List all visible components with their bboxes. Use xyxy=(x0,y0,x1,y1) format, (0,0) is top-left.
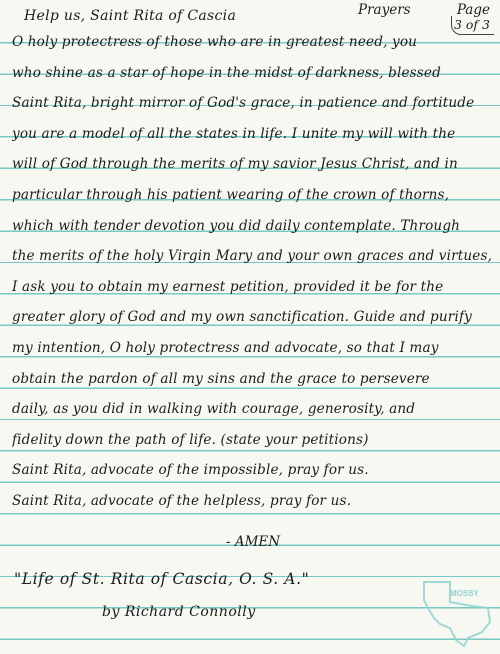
prayer-line: greater glory of God and my own sanctification. Guide and purify xyxy=(12,309,472,326)
prayer-line: fidelity down the path of life. (state your petitions) xyxy=(12,431,369,448)
prayer-line: Saint Rita, bright mirror of God's grace, in patience and fortitude xyxy=(12,95,475,112)
prayer-line: particular through his patient wearing of the crown of thorns, xyxy=(12,187,450,203)
source-title: "Life of St. Rita of Cascia, O. S. A." xyxy=(14,570,310,588)
prayer-line: the merits of the holy Virgin Mary and your own graces and virtues, xyxy=(12,248,492,265)
prayer-line: which with tender devotion you did daily contemplate. Through xyxy=(12,217,461,234)
page-label: Page xyxy=(456,2,490,18)
mossy-texas-watermark xyxy=(420,578,494,648)
prayer-line: my intention, O holy protectress and advocate, so that I may xyxy=(12,340,439,356)
prayer-line: you are a model of all the states in life. I unite my will with the xyxy=(12,125,456,142)
prayer-line: I ask you to obtain my earnest petition, provided it be for the xyxy=(12,278,444,295)
page-header xyxy=(334,0,494,34)
prayer-line: who shine as a star of hope in the midst of darkness, blessed xyxy=(12,64,441,81)
texas-outline-icon xyxy=(420,578,494,648)
prayer-line: Saint Rita, advocate of the impossible, pray for us. xyxy=(12,462,369,479)
prayer-line: obtain the pardon of all my sins and the grace to persevere xyxy=(12,370,430,387)
prayers-label: Prayers xyxy=(358,2,411,18)
prayer-title: Help us, Saint Rita of Cascia xyxy=(24,8,237,24)
prayer-line: daily, as you did in walking with courage, generosity, and xyxy=(12,401,416,418)
prayer-line: O holy protectress of those who are in greatest need, you xyxy=(12,34,418,50)
source-author: by Richard Connolly xyxy=(102,604,256,620)
prayer-line: Saint Rita, advocate of the helpless, pray for us. xyxy=(12,493,352,509)
stamp-text: MOSSY xyxy=(450,589,479,598)
page-number: 3 of 3 xyxy=(453,17,490,32)
prayer-line: will of God through the merits of my savior Jesus Christ, and in xyxy=(12,156,458,173)
amen-closing: - AMEN xyxy=(226,534,281,550)
